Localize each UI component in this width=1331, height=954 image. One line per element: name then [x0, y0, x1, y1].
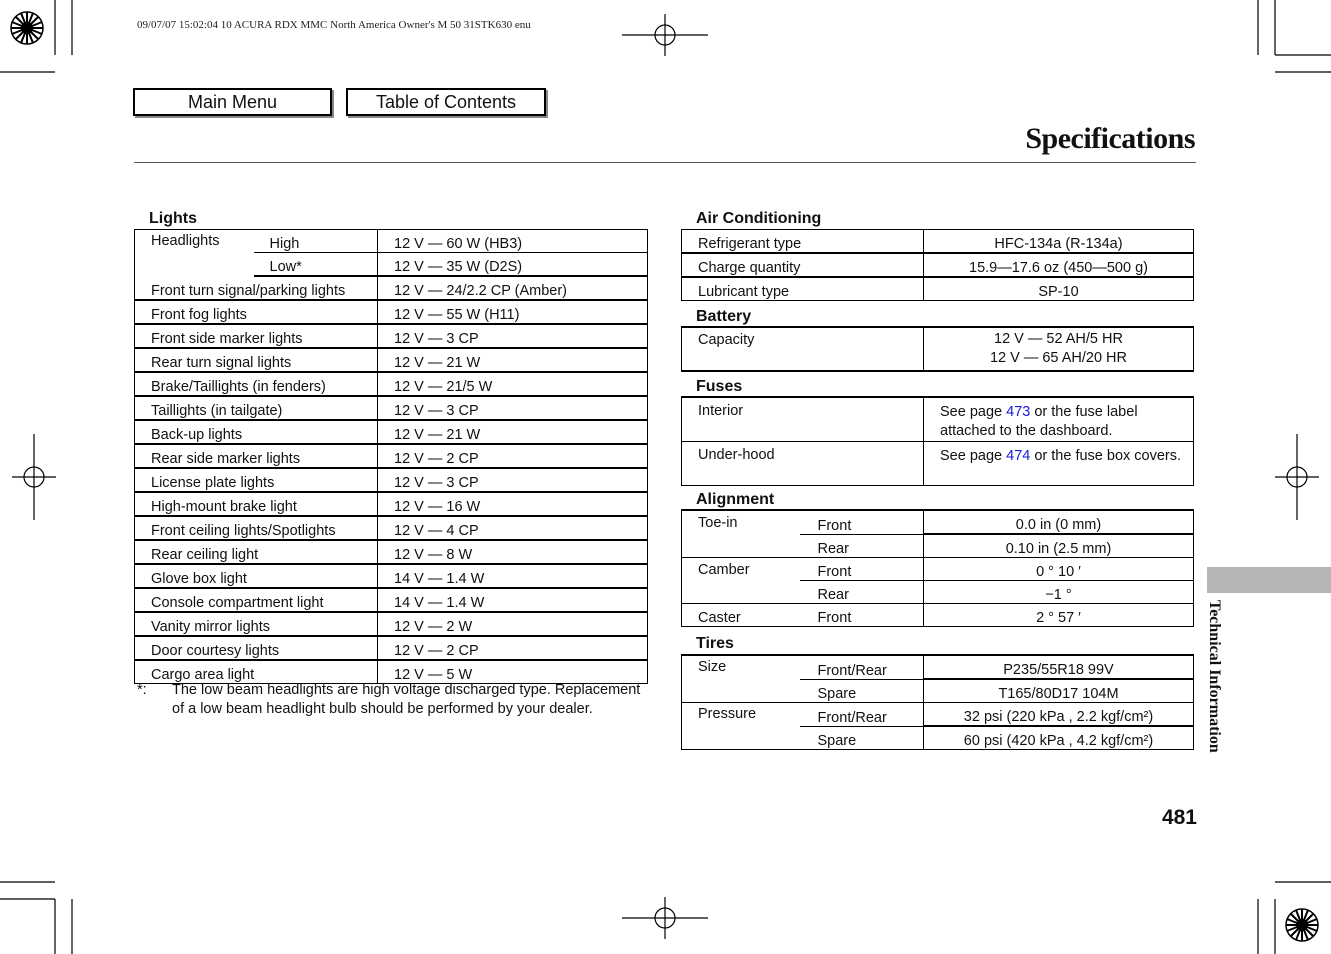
- light-label: License plate lights: [135, 468, 378, 492]
- light-value: 12 V — 2 CP: [378, 636, 648, 660]
- light-value: 12 V — 21/5 W: [378, 372, 648, 396]
- light-label: Rear turn signal lights: [135, 348, 378, 372]
- fuses-underhood-label: Under-hood: [698, 447, 775, 463]
- toe-rear-label: Rear: [817, 541, 849, 557]
- light-value: 12 V — 3 CP: [378, 324, 648, 348]
- light-label: Back-up lights: [135, 420, 378, 444]
- headlights-high-value: 12 V — 60 W (HB3): [378, 230, 648, 253]
- fuses-interior-value: See page 473 or the fuse label attached to the dashboard.: [924, 397, 1194, 442]
- light-label: Front ceiling lights/Spotlights: [135, 516, 378, 540]
- light-value: 12 V — 21 W: [378, 348, 648, 372]
- light-label: Console compartment light: [135, 588, 378, 612]
- headlights-label: Headlights: [151, 233, 220, 249]
- battery-capacity-label: Capacity: [698, 332, 755, 348]
- light-label: Front fog lights: [135, 300, 378, 324]
- main-menu-button[interactable]: Main Menu: [133, 88, 332, 116]
- section-tab-label: Technical Information: [1206, 600, 1223, 753]
- alignment-title: Alignment: [696, 491, 775, 508]
- page-number: 481: [1161, 806, 1197, 829]
- air-conditioning-title: Air Conditioning: [696, 210, 822, 227]
- light-value: 12 V — 5 W: [378, 660, 648, 684]
- light-label: Front turn signal/parking lights: [135, 276, 378, 300]
- tire-size-front-rear-value: P235/55R18 99V: [924, 655, 1194, 679]
- fuses-table: [681, 396, 1194, 486]
- light-label: Vanity mirror lights: [135, 612, 378, 636]
- light-value: 14 V — 1.4 W: [378, 564, 648, 588]
- ac-row: [682, 230, 1194, 254]
- tire-size-front-rear-label: Front/Rear: [800, 655, 924, 679]
- toe-rear-value: 0.10 in (2.5 mm): [924, 534, 1194, 558]
- tire-pressure-spare-value: 60 psi (420 kPa , 4.2 kgf/cm²): [924, 726, 1194, 750]
- section-tab[interactable]: [1207, 567, 1331, 593]
- footnote: [137, 681, 649, 719]
- lights-row: [135, 636, 648, 660]
- lights-row: [135, 444, 648, 468]
- ac-value: HFC-134a (R-134a): [924, 230, 1194, 254]
- light-label: Door courtesy lights: [135, 636, 378, 660]
- ac-label: Refrigerant type: [682, 230, 924, 254]
- tire-pressure-spare-label: Spare: [817, 733, 857, 749]
- page-title: Specifications: [1025, 122, 1195, 155]
- light-value: 12 V — 24/2.2 CP (Amber): [378, 276, 648, 300]
- lights-row: [135, 516, 648, 540]
- lights-row: [135, 564, 648, 588]
- tires-table: [681, 654, 1194, 750]
- camber-front-label: Front: [800, 558, 924, 581]
- tire-size-spare-value: T165/80D17 104M: [924, 679, 1194, 703]
- headlights-high-label: High: [254, 230, 378, 253]
- fuses-interior-label: Interior: [698, 403, 744, 419]
- page-473-link[interactable]: 473: [1006, 404, 1031, 420]
- light-label: Cargo area light: [151, 667, 255, 683]
- tire-pressure-front-rear-label: Front/Rear: [800, 703, 924, 727]
- lights-row: [135, 588, 648, 612]
- battery-title: Battery: [696, 308, 752, 325]
- lights-row: [135, 540, 648, 564]
- headlights-low-value: 12 V — 35 W (D2S): [378, 253, 648, 277]
- lights-row: [135, 300, 648, 324]
- lights-table: [134, 229, 648, 684]
- lights-row: [135, 372, 648, 396]
- tire-pressure-front-rear-value: 32 psi (220 kPa , 2.2 kgf/cm²): [924, 703, 1194, 727]
- light-label: Taillights (in tailgate): [135, 396, 378, 420]
- table-of-contents-button[interactable]: Table of Contents: [346, 88, 546, 116]
- title-rule: [134, 162, 1196, 163]
- light-value: 12 V — 4 CP: [378, 516, 648, 540]
- camber-front-value: 0 ° 10 ′: [924, 558, 1194, 581]
- light-label: Front side marker lights: [135, 324, 378, 348]
- caster-front-label: Front: [817, 610, 852, 626]
- lights-row: [135, 324, 648, 348]
- light-label: Brake/Taillights (in fenders): [135, 372, 378, 396]
- footnote-mark: *:: [137, 682, 147, 698]
- caster-label: Caster: [698, 610, 741, 626]
- lights-row: [135, 396, 648, 420]
- light-value: 12 V — 2 CP: [378, 444, 648, 468]
- light-value: 12 V — 16 W: [378, 492, 648, 516]
- tire-size-spare-label: Spare: [817, 686, 857, 702]
- lights-row: [135, 612, 648, 636]
- camber-label: Camber: [698, 562, 750, 578]
- lights-row: [135, 420, 648, 444]
- ac-row: [682, 277, 1194, 301]
- ac-row: [682, 253, 1194, 277]
- page-474-link[interactable]: 474: [1006, 448, 1031, 464]
- light-label: Rear ceiling light: [135, 540, 378, 564]
- tire-size-label: Size: [698, 659, 727, 675]
- tire-pressure-label: Pressure: [698, 706, 757, 722]
- print-header: 09/07/07 15:02:04 10 ACURA RDX MMC North America Owner's M 50 31STK630 enu: [137, 19, 531, 31]
- alignment-table: [681, 509, 1194, 627]
- battery-capacity-value-2: 12 V — 65 AH/20 HR: [989, 350, 1127, 366]
- lights-row: [135, 348, 648, 372]
- footnote-text: The low beam headlights are high voltage discharged type. Replacement of a low beam headlight bulb should be performed by your dealer.: [172, 682, 641, 717]
- battery-table: [681, 326, 1194, 372]
- camber-rear-value: −1 °: [924, 581, 1194, 604]
- ac-value: SP-10: [924, 277, 1194, 301]
- air-conditioning-table: [681, 229, 1194, 301]
- fuses-title: Fuses: [696, 378, 743, 395]
- ac-label: Charge quantity: [682, 253, 924, 277]
- camber-rear-label: Rear: [817, 587, 849, 603]
- light-label: Rear side marker lights: [135, 444, 378, 468]
- lights-row: [135, 492, 648, 516]
- ac-label: Lubricant type: [698, 284, 790, 300]
- tires-title: Tires: [696, 635, 734, 652]
- light-label: Glove box light: [135, 564, 378, 588]
- light-value: 12 V — 2 W: [378, 612, 648, 636]
- ac-value: 15.9—17.6 oz (450—500 g): [924, 253, 1194, 277]
- caster-front-value: 2 ° 57 ′: [924, 604, 1194, 627]
- fuses-underhood-value: See page 474 or the fuse box covers.: [924, 442, 1194, 486]
- headlights-low-label: Low*: [254, 253, 378, 277]
- toe-front-label: Front: [800, 510, 924, 534]
- toe-in-label: Toe-in: [698, 515, 738, 531]
- light-value: 12 V — 55 W (H11): [378, 300, 648, 324]
- lights-row: [135, 276, 648, 300]
- light-label: High-mount brake light: [135, 492, 378, 516]
- light-value: 12 V — 3 CP: [378, 396, 648, 420]
- toe-front-value: 0.0 in (0 mm): [924, 510, 1194, 534]
- light-value: 12 V — 21 W: [378, 420, 648, 444]
- lights-row: [135, 660, 648, 684]
- light-value: 12 V — 3 CP: [378, 468, 648, 492]
- light-value: 14 V — 1.4 W: [378, 588, 648, 612]
- lights-row: [135, 468, 648, 492]
- lights-title: Lights: [149, 210, 197, 227]
- battery-capacity-value-1: 12 V — 52 AH/5 HR: [994, 331, 1123, 347]
- light-value: 12 V — 8 W: [378, 540, 648, 564]
